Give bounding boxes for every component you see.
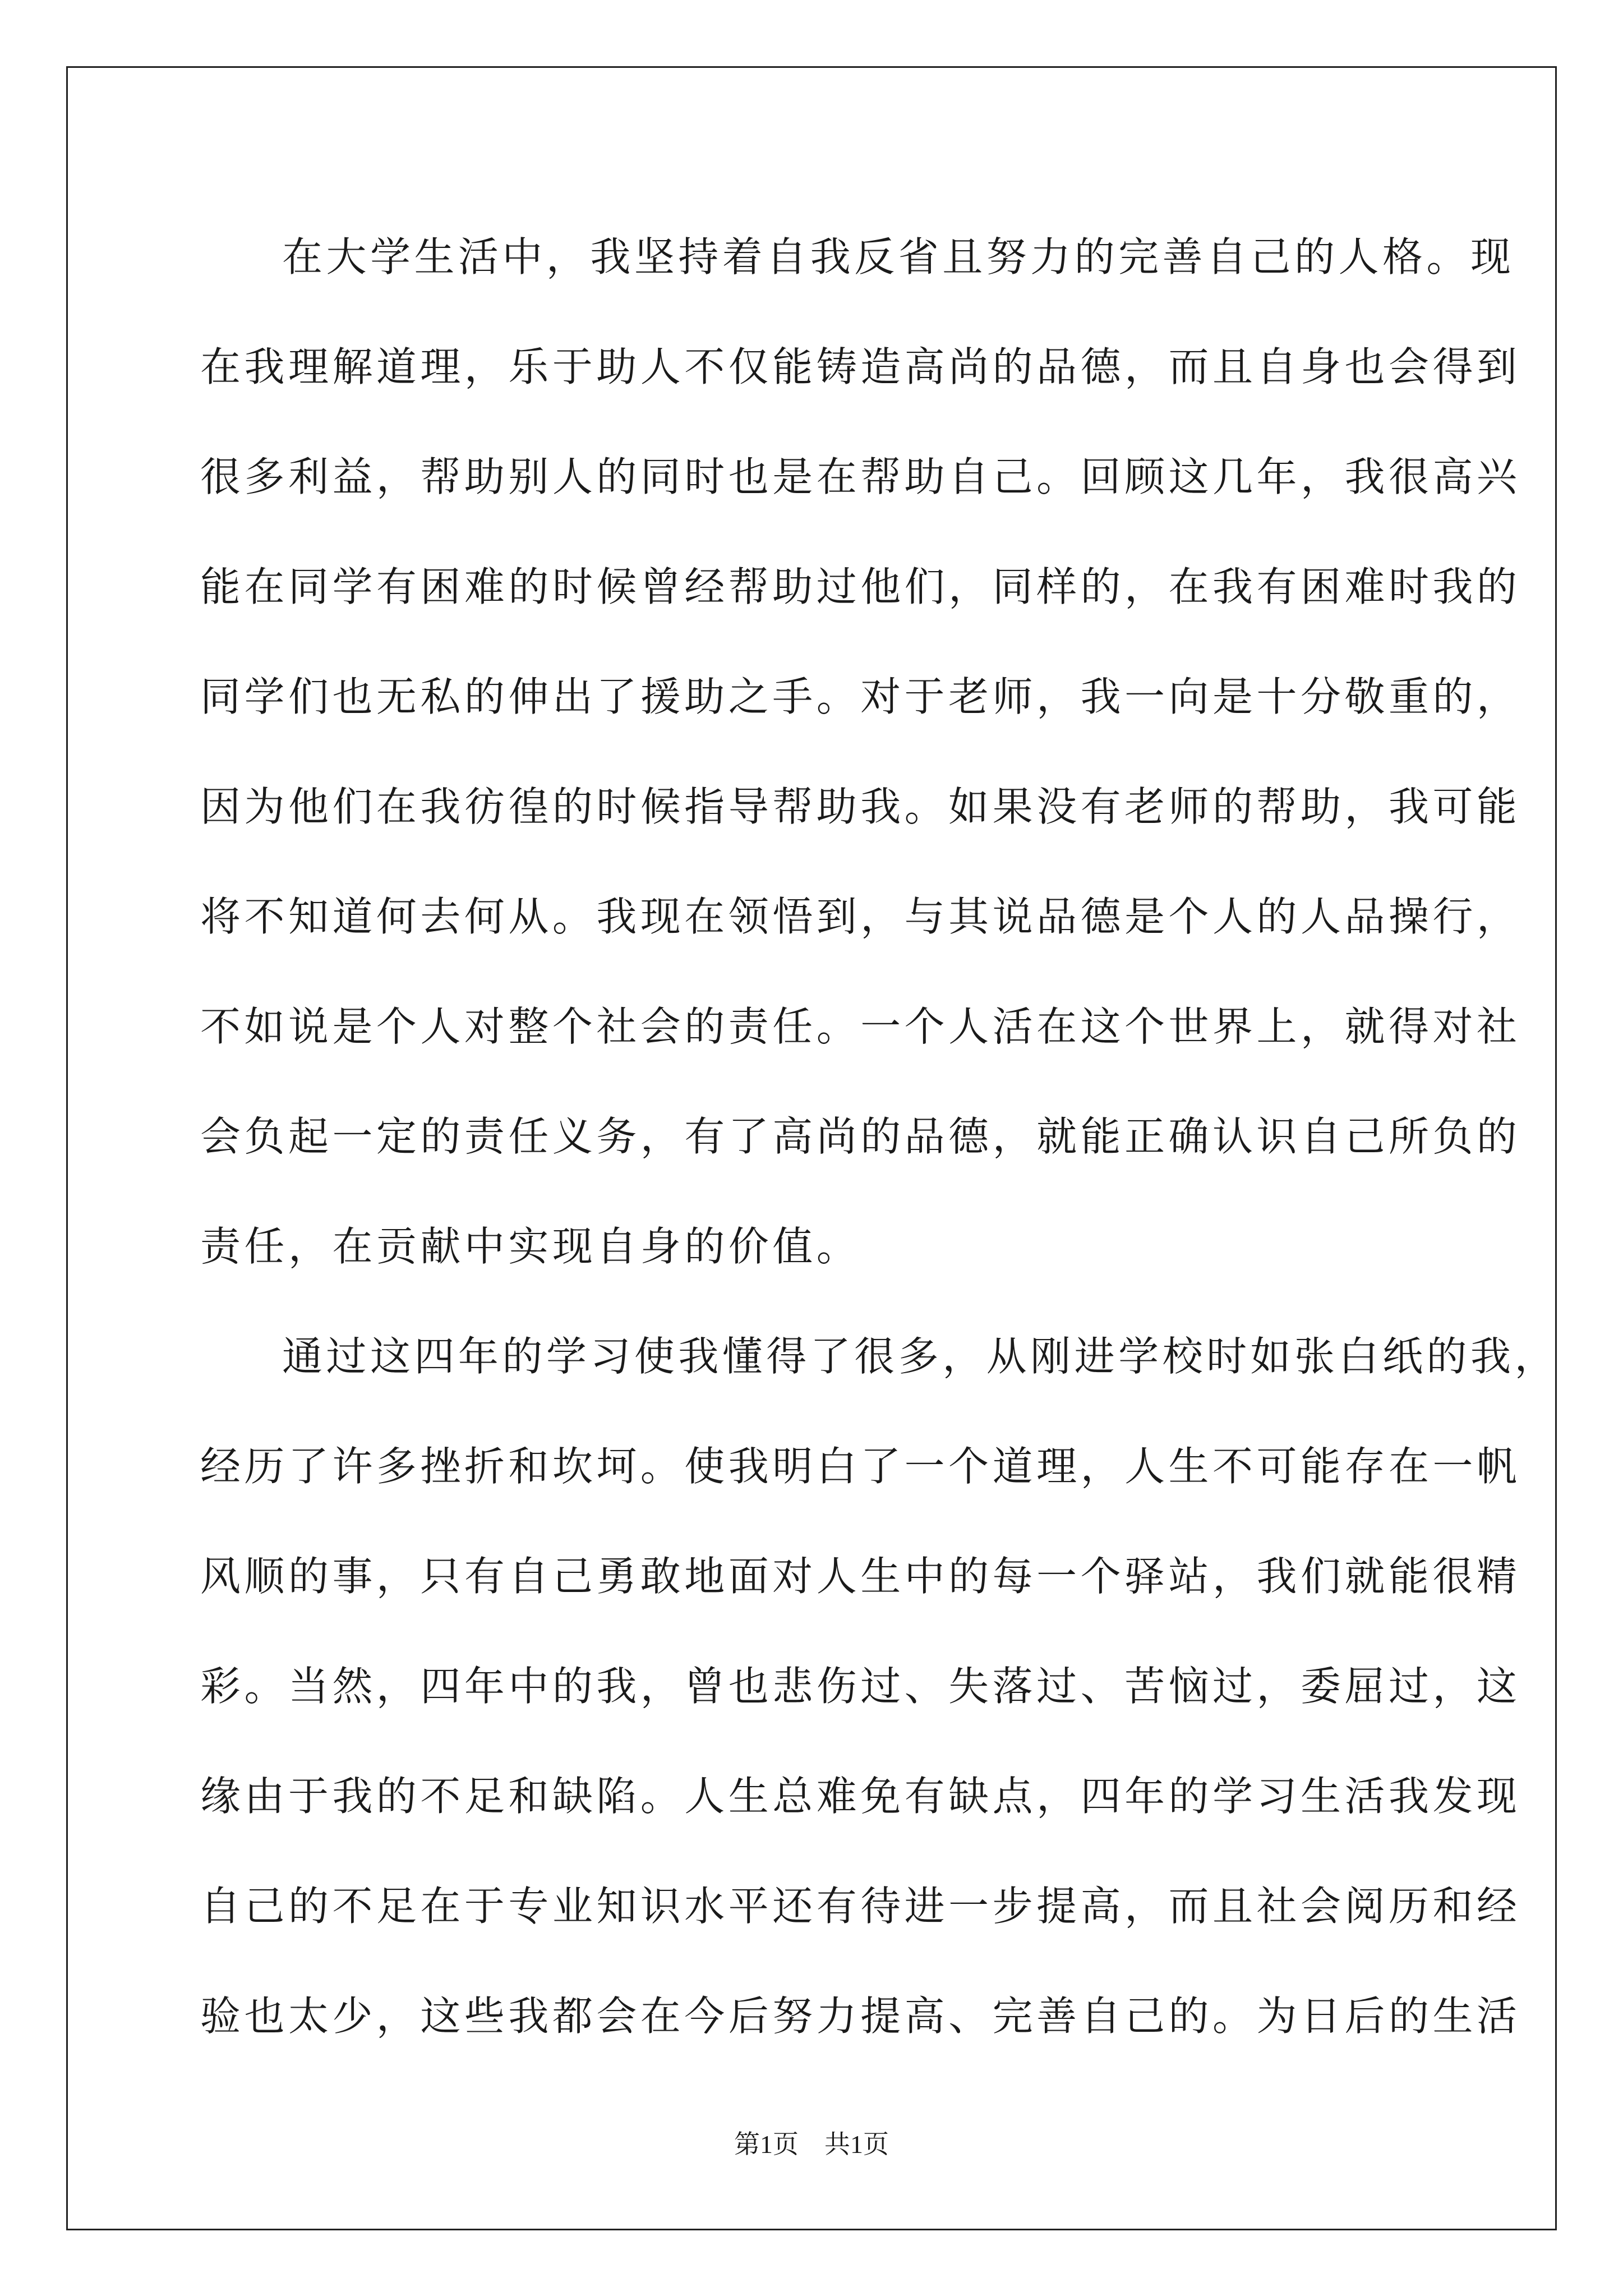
text-line-7: 将不知道何去何从。我现在领悟到，与其说品德是个人的人品操行， bbox=[200, 893, 1521, 940]
text-line-6: 因为他们在我彷徨的时候指导帮助我。如果没有老师的帮助，我可能 bbox=[200, 783, 1521, 830]
text-line-5: 同学们也无私的伸出了援助之手。对于老师，我一向是十分敬重的， bbox=[200, 673, 1521, 720]
text-line-9: 会负起一定的责任义务，有了高尚的品德，就能正确认识自己所负的 bbox=[200, 1113, 1521, 1160]
text-line-17: 验也太少，这些我都会在今后努力提高、完善自己的。为日后的生活 bbox=[200, 1993, 1521, 2040]
text-line-2: 在我理解道理，乐于助人不仅能铸造高尚的品德，而且自身也会得到 bbox=[200, 343, 1521, 390]
text-line-13: 风顺的事，只有自己勇敢地面对人生中的每一个驿站，我们就能很精 bbox=[200, 1553, 1521, 1600]
text-line-11: 通过这四年的学习使我懂得了很多，从刚进学校时如张白纸的我， bbox=[282, 1333, 1559, 1380]
text-line-12: 经历了许多挫折和坎坷。使我明白了一个道理，人生不可能存在一帆 bbox=[200, 1443, 1521, 1490]
text-line-10: 责任，在贡献中实现自身的价值。 bbox=[200, 1223, 861, 1270]
text-line-1: 在大学生活中，我坚持着自我反省且努力的完善自己的人格。现 bbox=[282, 233, 1515, 280]
page-number-footer: 第1页 共1页 bbox=[734, 2130, 889, 2159]
text-line-14: 彩。当然，四年中的我，曾也悲伤过、失落过、苦恼过，委屈过，这 bbox=[200, 1663, 1521, 1710]
text-line-15: 缘由于我的不足和缺陷。人生总难免有缺点，四年的学习生活我发现 bbox=[200, 1773, 1521, 1820]
text-line-16: 自己的不足在于专业知识水平还有待进一步提高，而且社会阅历和经 bbox=[200, 1883, 1521, 1930]
text-line-8: 不如说是个人对整个社会的责任。一个人活在这个世界上，就得对社 bbox=[200, 1003, 1521, 1050]
document-body bbox=[200, 202, 1559, 2071]
text-line-4: 能在同学有困难的时候曾经帮助过他们，同样的，在我有困难时我的 bbox=[200, 563, 1521, 610]
text-line-3: 很多利益，帮助别人的同时也是在帮助自己。回顾这几年，我很高兴 bbox=[200, 453, 1521, 500]
